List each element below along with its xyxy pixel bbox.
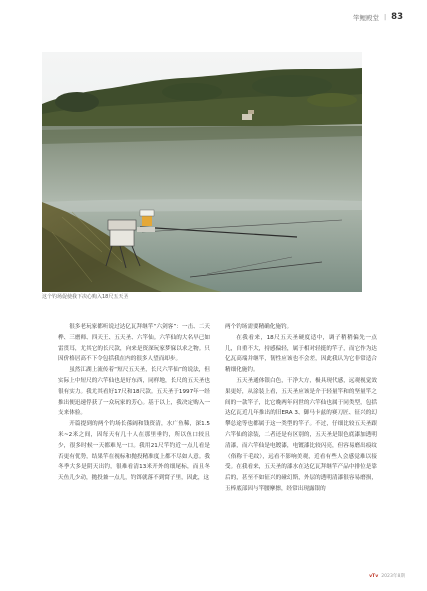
header-divider: |: [383, 13, 387, 21]
paragraph: 在我看来，18尺五天圣硬度适中，调子稍稍偏先一点儿，自重不大，持感偏轻，属于相对轻挺的竿子，而它作为达亿瓦高端并继竿，韧性应该也不会差，因此我认为它非常适合精细化施钓。: [225, 334, 377, 374]
page-header: [353, 12, 403, 22]
photo-caption: 这个钓场促使我下决心购入18尺五天圣: [42, 294, 129, 300]
page-number: 83: [391, 12, 403, 22]
magazine-logo: vTv: [369, 573, 379, 579]
paragraph: 虽然江湖上流传着“短尺五天圣，长尺六竿仙”的说法，但实际上中短尺的六竿仙也是好东西，同样地，长尺的五天圣也很有实力。我尤其看好17尺和18尺款。五天圣于1997年一经推出便迅速俘获了一众玩家的芳心。基于以上，我决定购入一支来体验。: [58, 367, 210, 417]
paragraph: 两个钓场需要精确化施钓。: [225, 324, 293, 330]
lake-photo-illustration: [42, 52, 362, 292]
issue-label: 2023年8期: [381, 574, 405, 579]
paragraph: 开篇提到的两个钓场长孫阔和钱资清，水广鱼稀，深1.5米~2米之间，因每天有几十人在那里垂钓，所以鱼口较且少，很多时候一天都难见一口。我用21尺竿钓近一点儿看是否更有优势，结果竿在视标和抛投精准度上都不尽如人意。我冬季大多是阴天出钓，很难看清13米开外的细尾标，而且冬天鱼儿少动，抛投兼一点儿，钓饵就落不到窝子里，因此，这: [58, 421, 210, 482]
article-left-column: [58, 322, 210, 484]
article-right-column: [225, 322, 377, 495]
fishing-scene-photo: [42, 52, 362, 292]
page-footer: [369, 573, 405, 579]
paragraph: 五天圣通体银白色，干净大方，极具现代感，远观视觉效果更好，从涂装上看，五天圣应该是介于轻量竿和的坚量竿之间的一款竿子，比它晚两年问世的六竿仙也属于同类型，包括达亿瓦近几年推出的旧ERA 3、御马卡兹的赛刀匠、征兴的幻攀总途等也都属于这一类型的竿子。不过，仔细比较五天圣跟六竿仙的涂装，二者还是有区别的，五天圣是银色底漆加透明清漆，而六竿仙是电镀漆，电镀漆比较闪亮，但容易磨出痕纹（俗称干毛纹），远看不影响美观，近看有些人会感觉难以接受。在我看来，五天圣的漆水在达亿瓦拜继竿产品中排位是靠后的，甚至不如征兴的碰幻斯，外层的透明清漆很容易磨损，玉棒底部因与竿腰摩擦，经常出现露银的: [225, 377, 377, 492]
section-title: 竿鲤殿堂: [352, 13, 379, 22]
paragraph: 很多老玩家都听说过达亿瓦拜继竿“六剑客”：一击、二天桦、三磨师、四天王、五天圣、六竿仙。六竿仙的大名早已如雷贯耳，尤其它的长尺款，向来是资深玩家梦寐以求之物。只因价格居高不下令包括我在内的很多人望而却步。: [58, 324, 210, 363]
